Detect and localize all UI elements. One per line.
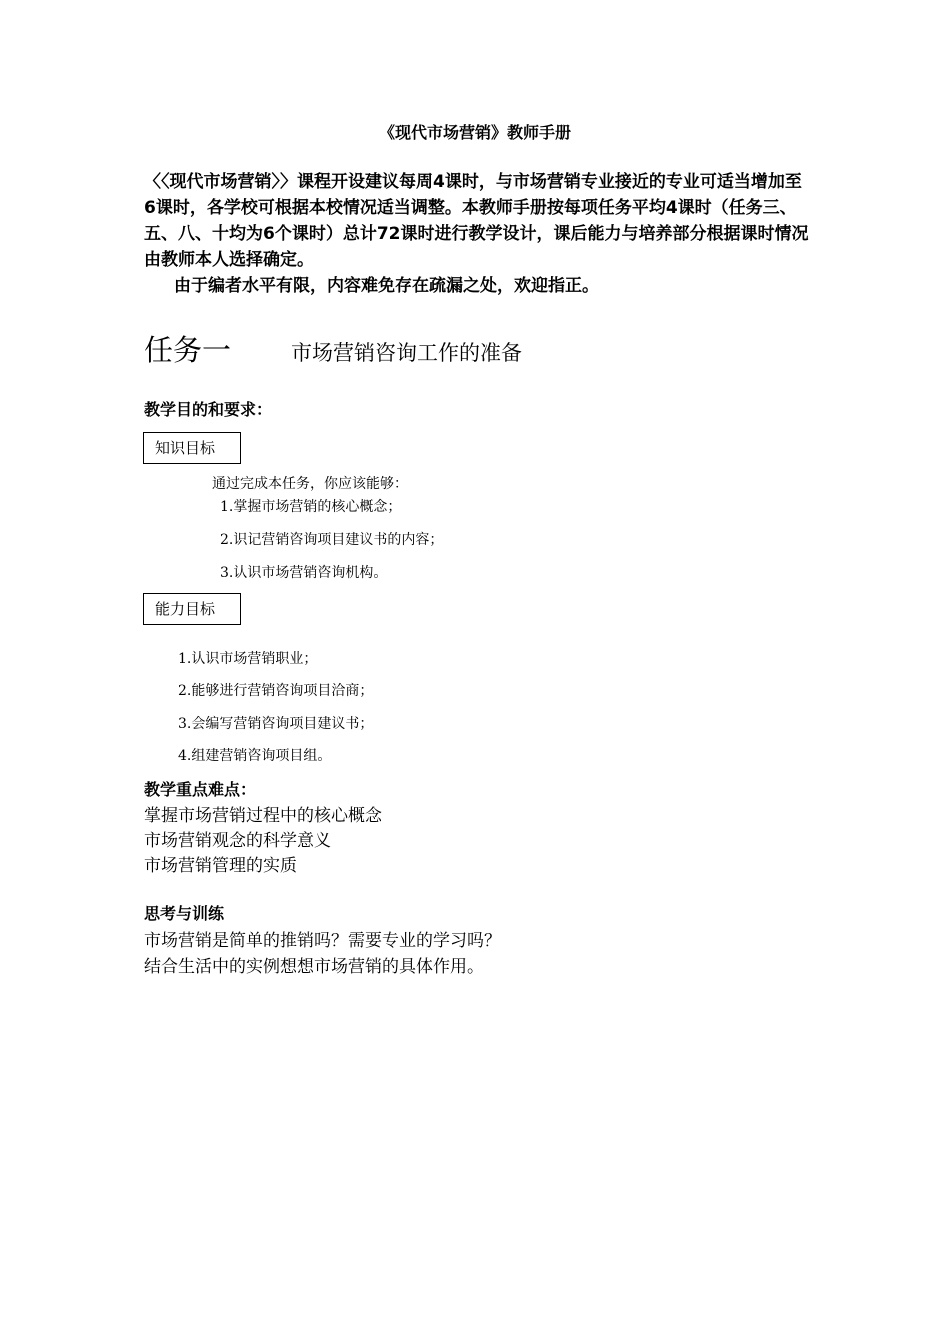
- knowledge-lead: 通过完成本任务，你应该能够：: [212, 476, 408, 492]
- task-number: 任务一: [144, 333, 232, 367]
- ability-item: 3.会编写营销咨询项目建议书；: [178, 716, 374, 732]
- key-point-item: 市场营销管理的实质: [144, 856, 297, 876]
- intro-paragraph-1: 〈〈现代市场营销〉〉课程开设建议每周4课时，与市场营销专业接近的专业可适当增加至6课时，各学校可根据本校情况适当调整。本教师手册按每项任务平均4课时（任务三、五、八、十均为6个课时）总计72课时进行教学设计，课后能力与培养部分根据课时情况由教师本人选择确定。: [144, 172, 809, 270]
- practice-heading: 思考与训练: [144, 904, 225, 923]
- ability-item: 2.能够进行营销咨询项目洽商；: [178, 683, 374, 699]
- task-title: 市场营销咨询工作的准备: [291, 341, 523, 365]
- objectives-heading: 教学目的和要求：: [144, 400, 273, 419]
- practice-item: 市场营销是简单的推销吗？需要专业的学习吗？: [144, 931, 501, 951]
- intro-paragraph-2: 由于编者水平有限，内容难免存在疏漏之处，欢迎指正。: [174, 276, 599, 296]
- ability-item: 1.认识市场营销职业；: [178, 651, 318, 667]
- key-point-item: 市场营销观念的科学意义: [144, 831, 331, 851]
- key-point-item: 掌握市场营销过程中的核心概念: [144, 806, 382, 826]
- intro-text: [144, 169, 809, 299]
- document-title: 《现代市场营销》教师手册: [378, 123, 571, 142]
- knowledge-objectives-label: 知识目标: [143, 432, 241, 464]
- knowledge-item: 2.识记营销咨询项目建议书的内容；: [220, 532, 444, 548]
- practice-item: 结合生活中的实例想想市场营销的具体作用。: [144, 957, 484, 977]
- knowledge-item: 3.认识市场营销咨询机构。: [220, 565, 388, 581]
- key-points-heading: 教学重点难点：: [144, 780, 257, 799]
- ability-item: 4.组建营销咨询项目组。: [178, 748, 332, 764]
- knowledge-item: 1.掌握市场营销的核心概念；: [220, 499, 402, 515]
- task-heading: [144, 328, 522, 369]
- ability-objectives-label: 能力目标: [143, 593, 241, 625]
